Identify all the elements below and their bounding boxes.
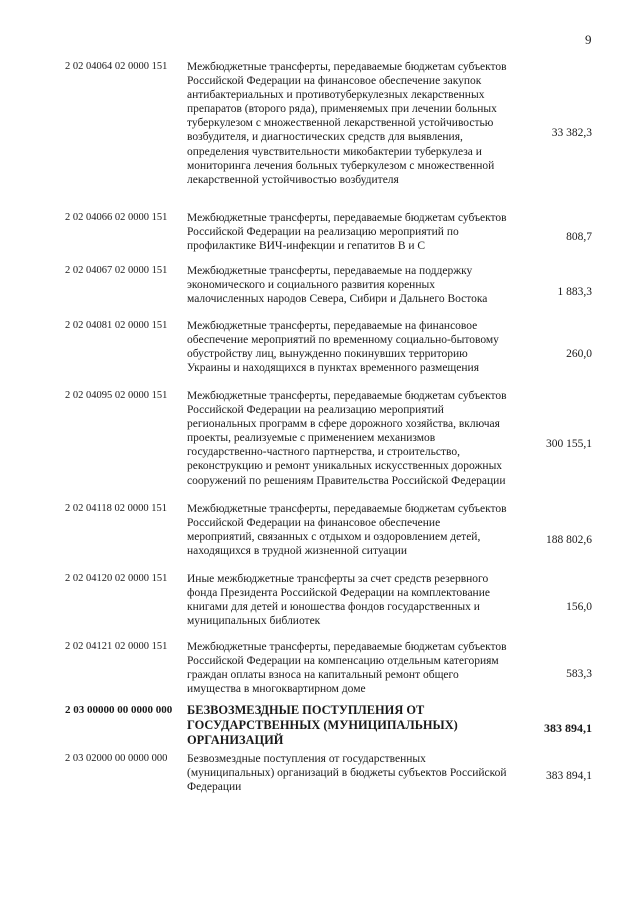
row-description: Иные межбюджетные трансферты за счет средств резервного фонда Президента Российской Федерации на комплектование книгами для детей и юношества фондов государственных и муниципальных библиотек (187, 573, 490, 628)
row-description: Межбюджетные трансферты, передаваемые на финансовое обеспечение мероприятий по временному социально-бытовому обустройству лиц, вынужденно покинувших территорию Украины и находящихся в пунктах временного размещения (187, 320, 499, 375)
row-code: 2 02 04067 02 0000 151 (65, 265, 168, 276)
row-description: Межбюджетные трансферты, передаваемые бюджетам субъектов Российской Федерации на финансовое обеспечение мероприятий, связанных с отдыхом и оздоровлением детей, находящихся в трудной жизненной ситуации (187, 503, 507, 558)
row-amount: 808,7 (566, 231, 592, 243)
row-description: БЕЗВОЗМЕЗДНЫЕ ПОСТУПЛЕНИЯ ОТ ГОСУДАРСТВЕННЫХ (МУНИЦИПАЛЬНЫХ) ОРГАНИЗАЦИЙ (187, 703, 458, 747)
row-amount: 156,0 (566, 601, 592, 613)
row-amount: 583,3 (566, 668, 592, 680)
row-code: 2 02 04066 02 0000 151 (65, 212, 168, 223)
row-amount: 383 894,1 (544, 721, 592, 735)
row-code: 2 02 04121 02 0000 151 (65, 641, 168, 652)
row-amount: 1 883,3 (557, 286, 592, 298)
row-description: Межбюджетные трансферты, передаваемые бюджетам субъектов Российской Федерации на финансовое обеспечение закупок антибактериальных и противотуберкулезных лекарственных препаратов (второго ряда), применяемых при лечении больных туберкулезом с множественной лекарственной устойчивостью возбудителя, и диагностических средств для выявления, определения чувствительности микобактерии туберкулеза и мониторинга лечения больных туберкулезом с множественной лекарственной устойчивостью возбудителя (187, 61, 507, 186)
row-code: 2 02 04095 02 0000 151 (65, 390, 168, 401)
row-code: 2 03 02000 00 0000 000 (65, 753, 168, 764)
row-description: Межбюджетные трансферты, передаваемые бюджетам субъектов Российской Федерации на реализацию мероприятий региональных программ в сфере дорожного хозяйства, включая проекты, реализуемые с применением механизмов государственно-частного партнерства, и строительство, реконструкцию и ремонт уникальных искусственных дорожных сооружений по решениям Правительства Российской Федерации (187, 390, 507, 487)
row-description: Межбюджетные трансферты, передаваемые на поддержку экономического и социального развития коренных малочисленных народов Севера, Сибири и Дальнего Востока (187, 265, 488, 306)
page-number: 9 (585, 32, 592, 47)
row-code: 2 02 04118 02 0000 151 (65, 503, 167, 514)
row-code: 2 03 00000 00 0000 000 (65, 704, 173, 716)
row-amount: 260,0 (566, 348, 592, 360)
row-amount: 33 382,3 (551, 127, 592, 139)
row-description: Межбюджетные трансферты, передаваемые бюджетам субъектов Российской Федерации на компенсацию отдельным категориям граждан оплаты взноса на капитальный ремонт общего имущества в многоквартирном доме (187, 641, 507, 696)
row-code: 2 02 04120 02 0000 151 (65, 573, 168, 584)
row-amount: 300 155,1 (546, 438, 592, 450)
row-amount: 188 802,6 (546, 534, 592, 546)
row-code: 2 02 04064 02 0000 151 (65, 61, 168, 72)
row-amount: 383 894,1 (546, 770, 592, 782)
row-description: Межбюджетные трансферты, передаваемые бюджетам субъектов Российской Федерации на реализацию мероприятий по профилактике ВИЧ-инфекции и гепатитов В и С (187, 212, 507, 253)
row-description: Безвозмездные поступления от государственных (муниципальных) организаций в бюджеты субъектов Российской Федерации (187, 753, 507, 794)
row-code: 2 02 04081 02 0000 151 (65, 320, 168, 331)
